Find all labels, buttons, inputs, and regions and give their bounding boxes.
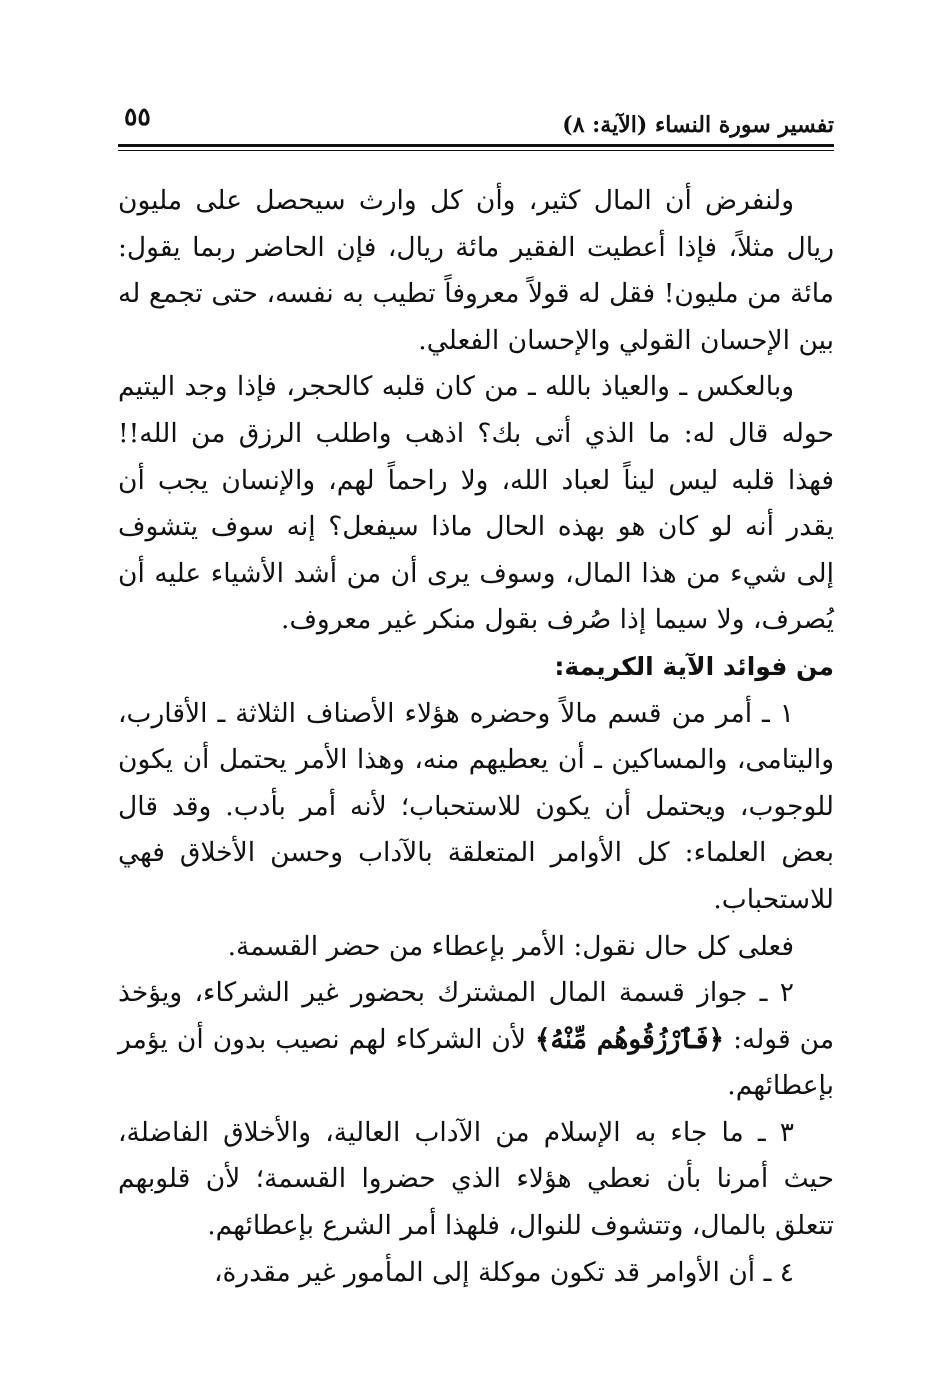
section-heading: من فوائد الآية الكريمة: [554, 651, 834, 681]
paragraph-point-2 [118, 970, 834, 1110]
paragraph-2: وبالعكس ـ والعياذ بالله ـ من كان قلبه كالحجر، فإذا وجد اليتيم حوله قال له: ما الذي أتى بك؟ اذهب واطلب الرزق من الله!! فهذا قلبه ليس ليناً لعباد الله، ولا راحماً لهم، والإنسان يجب أن يقدر أنه لو كان هو بهذه الحال ماذا سيفعل؟ إنه سوف يتشوف إلى شيء من هذا المال، وسوف يرى أن من أشد الأشياء عليه أن يُصرف، ولا سيما إذا صُرف بقول منكر غير معروف. [118, 371, 834, 636]
paragraph-conclusion: فعلى كل حال نقول: الأمر بإعطاء من حضر القسمة. [227, 930, 794, 962]
paragraph-point-3: ٣ ـ ما جاء به الإسلام من الآداب العالية، والأخلاق الفاضلة، حيث أمرنا بأن نعطي هؤلاء الذي حضروا القسمة؛ لأن قلوبهم تتعلق بالمال، وتتشوف للنوال، فلهذا أمر الشرع بإعطائهم. [118, 1116, 834, 1242]
paragraph-1: ولنفرض أن المال كثير، وأن كل وارث سيحصل على مليون ريال مثلاً، فإذا أعطيت الفقير مائة ريال، فإن الحاضر ربما يقول: مائة من مليون! فقل له قولاً معروفاً تطيب به نفسه، حتى تجمع له بين الإحسان القولي والإحسان الفعلي. [118, 185, 834, 356]
page-header [118, 98, 834, 138]
point-2-text-start: ٢ ـ جواز قسمة المال المشترك بحضور غير الشركاء، ويؤخذ من قوله: [118, 977, 835, 1055]
paragraph-point-1: ١ ـ أمر من قسم مالاً وحضره هؤلاء الأصناف الثلاثة ـ الأقارب، واليتامى، والمساكين ـ أن يعطيهم منه، وهذا الأمر يحتمل أن يكون للوجوب، ويحتمل أن يكون للاستحباب؛ لأنه أمر بأدب. وقد قال بعض العلماء: كل الأوامر المتعلقة بالآداب وحسن الأخلاق فهي للاستحباب. [118, 697, 834, 915]
header-rule-thin [118, 150, 834, 151]
header-rule-thick [118, 144, 834, 147]
point-2-text-end: لأن الشركاء لهم نصيب بدون أن يؤمر بإعطائهم. [118, 1023, 834, 1102]
page-number: ٥٥ [124, 102, 151, 131]
paragraph-point-4: ٤ ـ أن الأوامر قد تكون موكلة إلى المأمور غير مقدرة، [214, 1256, 794, 1288]
quran-verse-quote: ﴿فَٱرْزُقُوهُم مِّنْهُ﴾ [535, 1023, 725, 1055]
body-text [118, 178, 834, 1296]
running-title: تفسير سورة النساء (الآية: ٨) [562, 112, 834, 138]
